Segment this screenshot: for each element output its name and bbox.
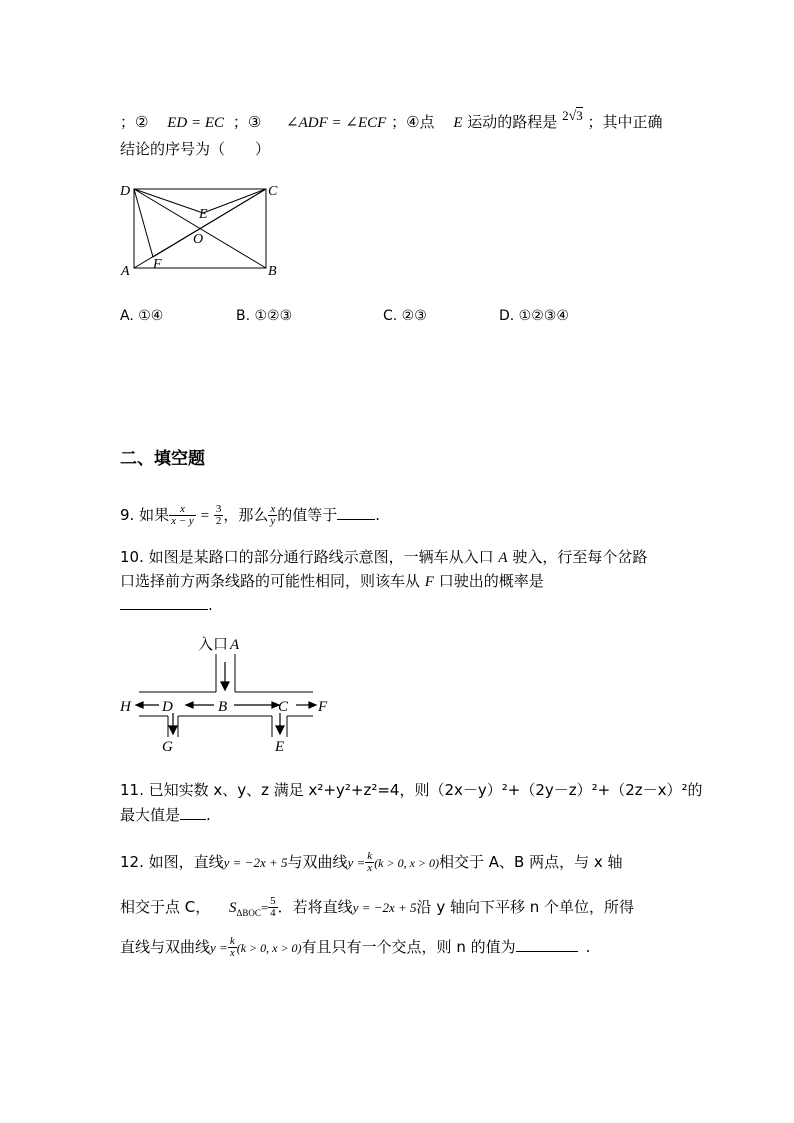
q11-text: 最大值是 xyxy=(120,806,181,824)
q8-text: ；② xyxy=(120,113,149,131)
arrow-down-icon xyxy=(276,726,284,734)
q10-line2 xyxy=(120,570,544,593)
q12-area-num: 5 xyxy=(270,895,276,907)
q12-area-sub: ΔBOC xyxy=(236,908,261,918)
q8-option-a: A. ①④ xyxy=(120,308,164,324)
label-o: O xyxy=(193,232,204,247)
q10-text: 10. 如图是某路口的部分通行路线示意图，一辆车从入口 xyxy=(120,548,494,566)
q12-hyp-x: x xyxy=(367,862,373,874)
q12-condition-2: (k > 0, x > 0) xyxy=(236,941,302,955)
q9-end: . xyxy=(375,506,381,524)
q11-end: . xyxy=(206,806,211,824)
q9-frac1-den: x − y xyxy=(171,515,194,527)
q12-area-eq: = xyxy=(260,900,269,915)
label-f: F xyxy=(153,257,162,272)
q8-text: ；其中正确 xyxy=(587,113,663,131)
segment-ec xyxy=(203,189,266,213)
sqrt-icon: √ xyxy=(568,109,577,124)
q10-line1 xyxy=(120,546,647,569)
q8-root-coef: 2 xyxy=(562,108,569,123)
q12-line3 xyxy=(120,936,590,959)
q12-text: 有且只有一个交点，则 n 的值为 xyxy=(301,938,516,956)
q8-option-c: C. ②③ xyxy=(383,308,427,324)
arrow-down-icon xyxy=(169,726,177,734)
q12-line-eq: y = −2x + 5 xyxy=(223,855,288,870)
q9-frac3-den: y xyxy=(270,515,276,527)
label-d: D xyxy=(162,699,173,715)
q9-answer-blank[interactable] xyxy=(337,519,375,520)
q8-eq-angles: ∠ADF = ∠ECF xyxy=(286,115,387,131)
q10-point-a: A xyxy=(498,550,508,566)
q12-hyp-x-2: x xyxy=(229,947,235,959)
q10-text: 口驶出的概率是 xyxy=(438,572,544,590)
q11-answer-blank[interactable] xyxy=(180,819,206,820)
q12-area-s: S xyxy=(229,900,237,916)
q12-answer-blank[interactable] xyxy=(516,951,578,952)
q9-prefix: 9. 如果 xyxy=(120,506,170,524)
q12-line2 xyxy=(120,896,634,920)
q10-text: 口选择前方两条线路的可能性相同，则该车从 xyxy=(120,572,421,590)
q12-line1 xyxy=(120,851,623,874)
q12-text: 相交于 A、B 两点，与 x 轴 xyxy=(439,853,623,871)
q8-eq-ed-ec: ED = EC xyxy=(167,115,225,131)
q9-frac2-den: 2 xyxy=(215,515,222,527)
q10-point-f: F xyxy=(424,574,434,590)
q9-mid: ，那么 xyxy=(223,506,269,524)
q12-hyp-y-2: y = xyxy=(210,940,228,955)
q8-line1 xyxy=(120,108,663,135)
section-title: 二、填空题 xyxy=(120,449,205,469)
label-c: C xyxy=(268,184,278,199)
label-d: D xyxy=(120,184,131,199)
q12-text: 与双曲线 xyxy=(287,853,348,871)
q10-answer-blank[interactable] xyxy=(120,609,208,610)
q9-fraction-3 xyxy=(268,504,277,527)
q11-line2 xyxy=(120,804,211,826)
label-c: C xyxy=(278,699,289,715)
q12-hyp-fraction xyxy=(365,851,374,874)
q12-area-fraction xyxy=(268,896,278,919)
arrow-right-icon xyxy=(309,702,316,708)
q12-hyp-k: k xyxy=(367,850,373,862)
label-a: A xyxy=(121,264,130,278)
label-b: B xyxy=(268,264,277,278)
q12-line-eq-2: y = −2x + 5 xyxy=(352,900,417,915)
q10-end: . xyxy=(208,596,213,614)
q11-line1: 11. 已知实数 x、y、z 满足 x²+y²+z²=4，则（2x－y）²+（2y－z）²+（2z－x）²的 xyxy=(120,781,703,799)
q12-area-den: 4 xyxy=(270,907,276,919)
arrow-down-icon xyxy=(221,682,229,690)
segment-fc xyxy=(153,189,266,257)
label-g: G xyxy=(162,739,173,755)
q12-text: ．若将直线 xyxy=(277,898,353,916)
label-a: A xyxy=(230,637,240,653)
q12-condition: (k > 0, x > 0) xyxy=(374,856,440,870)
arrow-left-icon xyxy=(186,702,193,708)
q8-line2: 结论的序号为（ ） xyxy=(120,140,271,158)
q12-text: 沿 y 轴向下平移 n 个单位，所得 xyxy=(416,898,635,916)
q9-frac3-num: x xyxy=(270,503,276,515)
q12-end: . xyxy=(585,938,591,956)
q12-text: 相交于点 C， xyxy=(120,898,211,916)
q9-frac1-num: x xyxy=(169,504,196,516)
q12-hyp-k-2: k xyxy=(229,935,235,947)
q12-hyp-y: y = xyxy=(347,855,366,870)
q9-equals: = xyxy=(200,508,210,524)
q12-text: 12. 如图，直线 xyxy=(120,853,224,871)
q8-option-d: D. ①②③④ xyxy=(499,308,569,324)
label-f: F xyxy=(318,699,328,715)
q8-text: ；④点 xyxy=(391,113,435,131)
q12-hyp-fraction-2 xyxy=(228,936,237,959)
q10-text: 驶入，行至每个岔路 xyxy=(512,548,648,566)
q9-fraction-2 xyxy=(214,504,224,527)
q8-rectangle-figure xyxy=(115,178,285,278)
q8-text: ；③ xyxy=(232,113,262,131)
q9-fraction-1 xyxy=(169,504,196,527)
q9-suffix: 的值等于 xyxy=(277,506,338,524)
q9-line xyxy=(120,504,380,527)
arrow-left-icon xyxy=(136,702,143,708)
q8-point-e: E xyxy=(453,115,463,131)
q8-text: 运动的路程是 xyxy=(467,113,558,131)
label-entrance: 入口 xyxy=(198,637,229,653)
label-h: H xyxy=(120,699,131,715)
label-e: E xyxy=(199,207,208,222)
q10-route-figure xyxy=(112,632,337,756)
q8-option-b: B. ①②③ xyxy=(236,308,293,324)
q8-root-radicand: 3 xyxy=(576,108,583,123)
q9-frac2-num: 3 xyxy=(215,503,222,515)
label-b: B xyxy=(218,699,228,715)
q12-text: 直线与双曲线 xyxy=(120,938,211,956)
label-e: E xyxy=(275,739,285,755)
q10-line3 xyxy=(120,594,213,616)
